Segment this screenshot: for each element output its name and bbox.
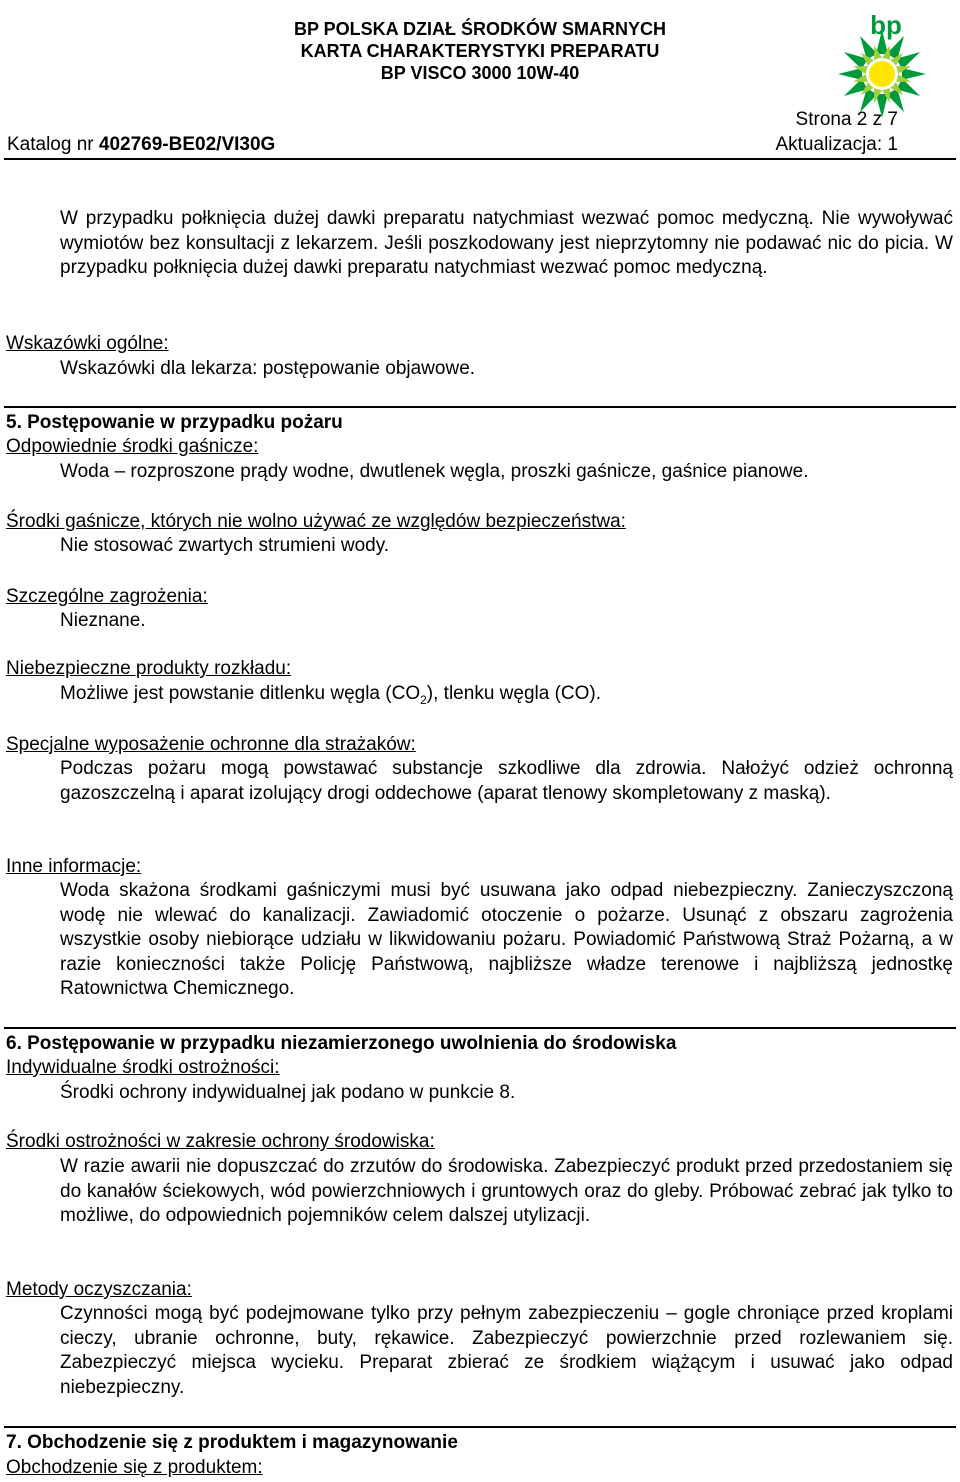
bp-logo-icon: [826, 8, 946, 120]
page-number: Strona 2 z 7: [795, 109, 898, 130]
s6-clean-label: Metody oczyszczania:: [6, 1279, 192, 1300]
s6-personal-label: Indywidualne środki ostrożności:: [6, 1057, 280, 1078]
s5-forbidden-text: Nie stosować zwartych strumieni wody.: [60, 535, 390, 556]
header-company: BP POLSKA DZIAŁ ŚRODKÓW SMARNYCH: [293, 19, 666, 39]
s6-personal-text: Środki ochrony indywidualnej jak podano w punkcie 8.: [60, 1082, 516, 1103]
s5-products-label: Niebezpieczne produkty rozkładu:: [6, 658, 292, 679]
header-doc-type: KARTA CHARAKTERYSTYKI PREPARATU: [300, 41, 660, 61]
s5-other-label: Inne informacje:: [6, 856, 142, 877]
section-divider: [4, 1426, 956, 1428]
s5-other-text: Woda skażona środkami gaśniczymi musi być usuwana jako odpad niebezpieczny. Zanieczyszczoną wodę nie wlewać do kanalizacji. Zawiadomić otoczenie o pożarze. Usunąć z obszaru zagrożenia wszystkie osoby niebiorące udziału w likwidowaniu pożaru. Powiadomić Państwową Straż Pożarną, a w razie konieczności także Policję Państwową, najbliższe władze terenowe i najbliższą jednostkę Ratownictwa Chemicznego.: [60, 880, 953, 999]
s5-media-text: Woda – rozproszone prądy wodne, dwutlenek węgla, proszki gaśnicze, gaśnice pianowe.: [60, 461, 809, 482]
s5-equipment-text: Podczas pożaru mogą powstawać substancje szkodliwe dla zdrowia. Nałożyć odzież ochronną gazoszczelną i aparat izolujący drogi oddechowe (aparat tlenowy skompletowany z maską).: [60, 758, 953, 804]
general-text: Wskazówki dla lekarza: postępowanie objawowe.: [60, 358, 476, 379]
revision-number: Aktualizacja: 1: [775, 134, 898, 155]
s5-hazards-label: Szczególne zagrożenia:: [6, 586, 208, 607]
section-5-title: 5. Postępowanie w przypadku pożaru: [6, 412, 343, 433]
s6-env-text: W razie awarii nie dopuszczać do zrzutów do środowiska. Zabezpieczyć produkt przed przedostaniem się do kanałów ściekowych, wód powierzchniowych i gruntowych oraz do gleby. Próbować zebrać jak tylko to możliwe, do odpowiednich pojemników celem dalszej utylizacji.: [60, 1156, 953, 1226]
section-7-title: 7. Obchodzenie się z produktem i magazynowanie: [6, 1432, 458, 1453]
s6-clean-text: Czynności mogą być podejmowane tylko przy pełnym zabezpieczeniu – gogle chroniące przed kroplami cieczy, ubranie ochronne, buty, rękawice. Zabezpieczyć powierzchnie przed rozlewaniem się. Zabezpieczyć miejsca wycieku. Preparat zbierać ze środkiem wiążącym i usuwać jako odpad niebezpieczny.: [60, 1303, 953, 1398]
catalog-number: Katalog nr 402769-BE02/VI30G: [7, 134, 276, 155]
s5-equipment-label: Specjalne wyposażenie ochronne dla strażaków:: [6, 734, 416, 755]
s5-products-text: Możliwe jest powstanie ditlenku węgla $(CO_2)$, tlenku węgla (CO).: [60, 683, 602, 707]
header-product: BP VISCO 3000 10W-40: [380, 63, 580, 83]
bp-logo-text: bp: [870, 10, 902, 40]
section-divider: [4, 406, 956, 408]
general-label: Wskazówki ogólne:: [6, 333, 169, 354]
s6-env-label: Środki ostrożności w zakresie ochrony środowiska:: [6, 1131, 435, 1152]
s5-hazards-text: Nieznane.: [60, 610, 146, 631]
section-6-title: 6. Postępowanie w przypadku niezamierzonego uwolnienia do środowiska: [6, 1033, 677, 1054]
s7-handling-label: Obchodzenie się z produktem:: [6, 1457, 263, 1478]
section-divider: [4, 1027, 956, 1029]
s5-media-label: Odpowiednie środki gaśnicze:: [6, 436, 259, 457]
swallow-text: W przypadku połknięcia dużej dawki preparatu natychmiast wezwać pomoc medyczną. Nie wywoływać wymiotów bez konsultacji z lekarzem. Jeśli poszkodowany jest nieprzytomny nie podawać nic do picia. W przypadku połknięcia dużej dawki preparatu natychmiast wezwać pomoc medyczną.: [60, 208, 953, 278]
header-divider: [4, 158, 956, 160]
s5-forbidden-label: Środki gaśnicze, których nie wolno używać ze względów bezpieczeństwa:: [6, 511, 626, 532]
